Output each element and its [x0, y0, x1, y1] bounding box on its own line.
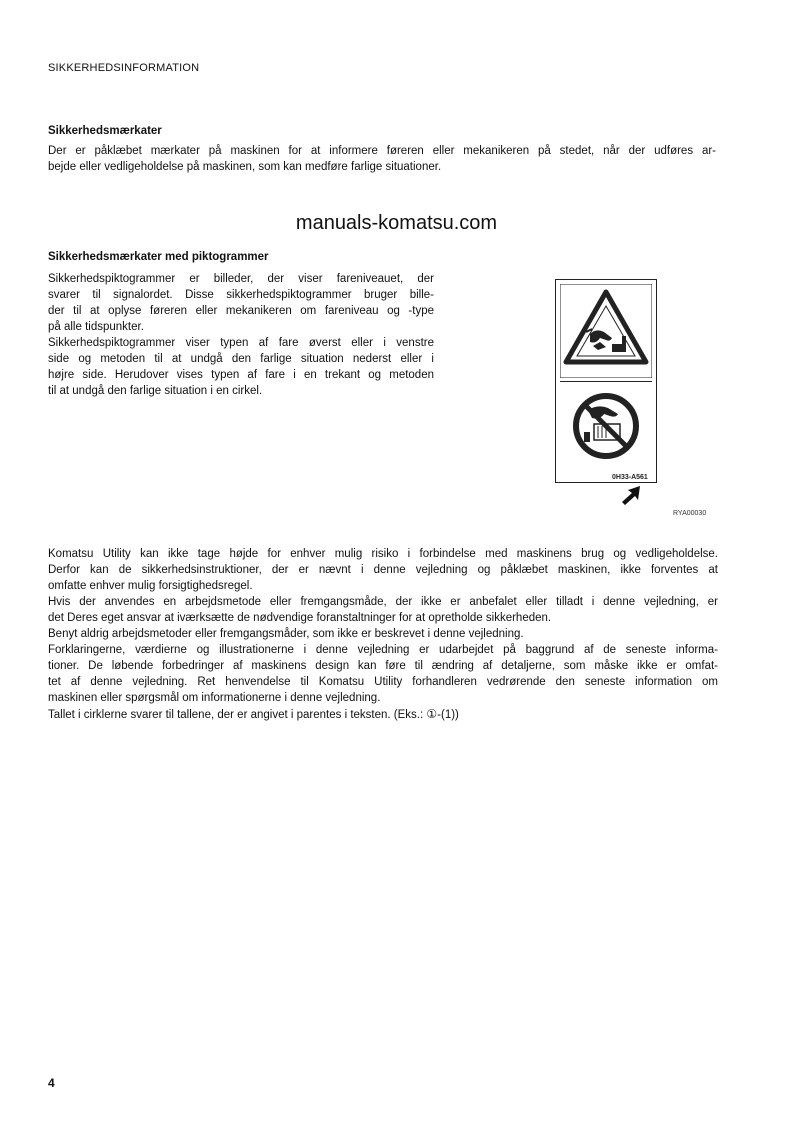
running-header: SIKKERHEDSINFORMATION: [48, 62, 200, 74]
section3-line: det Deres eget ansvar at iværksætte de nødvendige foranstaltninger for at opretholde sikkerheden.: [48, 612, 552, 624]
page-number: 4: [48, 1076, 55, 1090]
arrow-pointer-icon: [620, 484, 644, 506]
section2-line: Sikkerhedspiktogrammer er billeder, der viser fareniveauet, der: [48, 273, 434, 285]
pictogram-part-code: 0H33-A561: [612, 474, 648, 481]
prohibition-circle-icon: [560, 384, 652, 470]
section3-paragraph: [48, 546, 718, 723]
section2-line: der til at oplyse føreren eller mekanikeren om fareniveau og -type: [48, 305, 434, 317]
section2-line: svarer til signalordet. Disse sikkerhedspiktogrammer bruger bille-: [48, 289, 434, 301]
watermark-text: manuals-komatsu.com: [295, 212, 498, 234]
circled-number-example: ①: [426, 707, 438, 721]
section-heading-sikkerhedsmaerkater: Sikkerhedsmærkater: [48, 125, 162, 137]
section3-line: Hvis der anvendes en arbejdsmetode eller fremgangsmåde, der ikke er anbefalet eller tilladt i denne vejledning, er: [48, 596, 718, 608]
section2-line: på alle tidspunkter.: [48, 321, 144, 333]
section2-line: højre side. Herudover vises typen af fare i en trekant og metoden: [48, 369, 434, 381]
figure-id: RYA00030: [673, 510, 707, 517]
section3-line: Komatsu Utility kan ikke tage højde for enhver mulig risiko i forbindelse med maskinens brug og vedligeholdelse.: [48, 548, 718, 560]
section2-line: side og metoden til at undgå den farlige situation nederst eller i: [48, 353, 434, 365]
section3-line: maskinen eller spørgsmål om informationerne i denne vejledning.: [48, 692, 381, 704]
section1-line: bejde eller vedligeholdelse på maskinen, som kan medføre farlige situationer.: [48, 161, 442, 173]
last-line-prefix: Tallet i cirklerne svarer til tallene, der er angivet i parentes i teksten. (Eks.:: [48, 709, 427, 721]
section2-paragraph: [48, 271, 434, 399]
section3-line: omfatte enhver mulig forsigtighedsregel.: [48, 580, 253, 592]
section3-line: Forklaringerne, værdierne og illustrationerne i denne vejledning er udarbejdet på baggrund af de seneste informa-: [48, 644, 718, 656]
crush-hazard-triangle-icon: [560, 284, 652, 378]
section3-line: tet af denne vejledning. Ret henvendelse til Komatsu Utility forhandleren vedrørende den seneste information om: [48, 676, 718, 688]
pictogram-divider: [560, 381, 652, 382]
section3-last-line: [48, 706, 718, 723]
section3-line: tioner. De løbende forbedringer af maskinens design kan føre til ændring af detaljerne, som måske ikke er omfat-: [48, 660, 718, 672]
section2-line: Sikkerhedspiktogrammer viser typen af fare øverst eller i venstre: [48, 337, 434, 349]
section1-line: Der er påklæbet mærkater på maskinen for at informere føreren eller mekanikeren på stedet, når der udføres ar-: [48, 145, 716, 157]
section-heading-piktogrammer: Sikkerhedsmærkater med piktogrammer: [48, 251, 269, 263]
section1-paragraph: [48, 143, 716, 175]
last-line-suffix: -(1)): [437, 709, 459, 721]
section2-line: til at undgå den farlige situation i en cirkel.: [48, 385, 263, 397]
section3-line: Benyt aldrig arbejdsmetoder eller fremgangsmåder, som ikke er beskrevet i denne vejledning.: [48, 628, 524, 640]
section3-line: Derfor kan de sikkerhedsinstruktioner, der er nævnt i denne vejledning og påklæbet maskinen, ikke forventes at: [48, 564, 718, 576]
